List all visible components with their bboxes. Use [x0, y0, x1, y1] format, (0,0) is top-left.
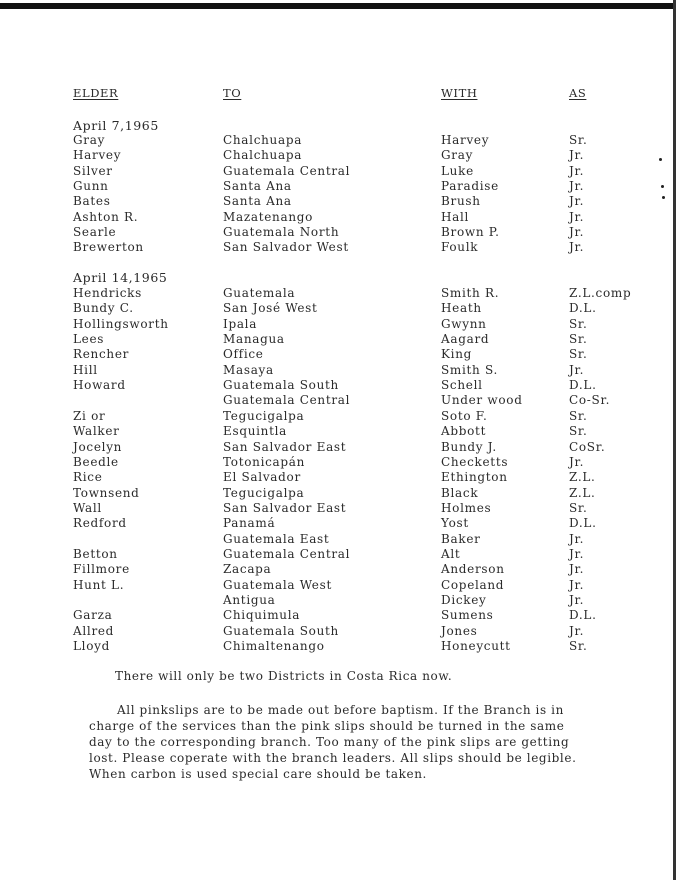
- companion: Honeycutt: [441, 639, 511, 654]
- role: Jr.: [569, 225, 585, 240]
- assignment-row: [0, 332, 680, 347]
- elder-name: Jocelyn: [73, 439, 123, 454]
- elder-name: Howard: [73, 378, 126, 393]
- role: Sr.: [569, 408, 588, 423]
- companion: Holmes: [441, 500, 492, 515]
- destination: Chimaltenango: [223, 639, 325, 654]
- paragraph-line: When carbon is used special care should be taken.: [89, 767, 427, 781]
- destination: Managua: [223, 332, 285, 347]
- elder-name: Searle: [73, 225, 117, 240]
- section-date: April 7,1965: [73, 118, 159, 133]
- section-date: April 14,1965: [73, 270, 168, 285]
- destination: Guatemala North: [223, 225, 340, 240]
- role: Jr.: [569, 362, 585, 377]
- role: D.L.: [569, 516, 597, 531]
- assignment-row: [0, 286, 680, 301]
- header-with: WITH: [441, 86, 478, 100]
- role: Sr.: [569, 332, 588, 347]
- destination: Guatemala Central: [223, 393, 351, 408]
- destination: El Salvador: [223, 470, 301, 485]
- elder-name: Bates: [73, 194, 111, 209]
- costa-rica-note: There will only be two Districts in Costa Rica now.: [115, 669, 453, 683]
- destination: Chalchuapa: [223, 133, 303, 147]
- assignment-row: [0, 516, 680, 531]
- assignment-row: [0, 486, 680, 501]
- top-border-rule: [0, 3, 676, 9]
- role: Sr.: [569, 316, 588, 331]
- destination: San Salvador West: [223, 240, 349, 255]
- companion: Abbott: [441, 424, 487, 439]
- assignment-row: [0, 424, 680, 439]
- role: CoSr.: [569, 439, 606, 454]
- assignment-row: [0, 363, 680, 378]
- assignment-row: [0, 547, 680, 562]
- assignment-row: [0, 393, 680, 408]
- elder-name: Walker: [73, 424, 120, 439]
- assignment-row: [0, 562, 680, 577]
- elder-name: Redford: [73, 516, 127, 531]
- assignment-row: [0, 440, 680, 455]
- destination: Office: [223, 347, 264, 362]
- margin-mark: [661, 185, 664, 188]
- role: Jr.: [569, 194, 585, 209]
- companion: Yost: [441, 516, 469, 531]
- elder-name: Rencher: [73, 347, 130, 362]
- companion: King: [441, 347, 473, 362]
- role: Jr.: [569, 179, 585, 194]
- elder-name: Wall: [73, 500, 102, 515]
- assignment-row: [0, 317, 680, 332]
- destination: Esquintla: [223, 424, 288, 439]
- destination: Totonicapán: [223, 454, 306, 469]
- destination: San Salvador East: [223, 500, 347, 515]
- destination: Guatemala South: [223, 623, 339, 638]
- companion: Aagard: [441, 332, 490, 347]
- companion: Brown P.: [441, 225, 500, 240]
- paragraph-line: charge of the services than the pink slips should be turned in the same: [89, 719, 565, 733]
- elder-name: Bundy C.: [73, 301, 134, 316]
- companion: Paradise: [441, 179, 499, 194]
- role: Sr.: [569, 133, 588, 147]
- elder-name: Hendricks: [73, 286, 143, 300]
- margin-mark: [659, 158, 662, 161]
- companion: Smith S.: [441, 362, 499, 377]
- elder-name: Hunt L.: [73, 577, 125, 592]
- destination: Tegucigalpa: [223, 485, 305, 500]
- role: Jr.: [569, 148, 585, 163]
- companion: Schell: [441, 378, 483, 393]
- header-as: AS: [569, 86, 587, 100]
- role: Sr.: [569, 347, 588, 362]
- elder-name: Gunn: [73, 179, 109, 194]
- assignment-row: [0, 179, 680, 194]
- paragraph-rest: [89, 718, 629, 782]
- destination: Antigua: [223, 593, 276, 607]
- assignment-row: [0, 148, 680, 163]
- companion: Smith R.: [441, 286, 500, 300]
- destination: Chalchuapa: [223, 148, 303, 163]
- role: Co-Sr.: [569, 393, 611, 408]
- companion: Foulk: [441, 240, 479, 255]
- elder-name: Zi or: [73, 408, 106, 423]
- pinkslips-paragraph: [89, 702, 629, 782]
- role: Jr.: [569, 531, 585, 546]
- companion: Hall: [441, 209, 470, 224]
- role: Sr.: [569, 424, 588, 439]
- companion: Jones: [441, 623, 478, 638]
- companion: Luke: [441, 163, 474, 178]
- assignment-row: [0, 578, 680, 593]
- assignment-row: [0, 455, 680, 470]
- destination: Ipala: [223, 316, 258, 331]
- companion: Brush: [441, 194, 481, 209]
- header-to: TO: [223, 86, 242, 100]
- elder-name: Fillmore: [73, 562, 130, 577]
- assignment-row: [0, 501, 680, 516]
- companion: Bundy J.: [441, 439, 497, 454]
- companion: Baker: [441, 531, 481, 546]
- role: Z.L.comp: [569, 286, 632, 300]
- assignment-row: [0, 194, 680, 209]
- companion: Heath: [441, 301, 482, 316]
- role: Jr.: [569, 240, 585, 255]
- elder-name: Gray: [73, 133, 106, 147]
- assignment-row: [0, 378, 680, 393]
- role: Sr.: [569, 500, 588, 515]
- destination: San Salvador East: [223, 439, 347, 454]
- companion: Black: [441, 485, 479, 500]
- assignment-row: [0, 347, 680, 362]
- paragraph-line: lost. Please coperate with the branch leaders. All slips should be legible.: [89, 751, 577, 765]
- assignment-row: [0, 240, 680, 255]
- destination: Chiquimula: [223, 608, 301, 623]
- destination: Guatemala East: [223, 531, 330, 546]
- elder-name: Ashton R.: [73, 209, 139, 224]
- destination: San José West: [223, 301, 318, 316]
- companion: Copeland: [441, 577, 505, 592]
- role: Jr.: [569, 546, 585, 561]
- destination: Guatemala Central: [223, 163, 351, 178]
- header-elder: ELDER: [73, 86, 119, 100]
- role: D.L.: [569, 378, 597, 393]
- assignment-row: [0, 532, 680, 547]
- elder-name: Beedle: [73, 454, 119, 469]
- role: Sr.: [569, 639, 588, 654]
- role: Jr.: [569, 623, 585, 638]
- companion: Under wood: [441, 393, 523, 408]
- assignment-row: [0, 164, 680, 179]
- assignment-row: [0, 225, 680, 240]
- destination: Masaya: [223, 362, 274, 377]
- destination: Mazatenango: [223, 209, 314, 224]
- role: Z.L.: [569, 470, 596, 485]
- destination: Tegucigalpa: [223, 408, 305, 423]
- companion: Ethington: [441, 470, 508, 485]
- destination: Guatemala Central: [223, 546, 351, 561]
- elder-name: Allred: [73, 623, 115, 638]
- elder-name: Harvey: [73, 148, 122, 163]
- role: D.L.: [569, 301, 597, 316]
- assignment-row: [0, 133, 680, 148]
- role: Jr.: [569, 163, 585, 178]
- elder-name: Lloyd: [73, 639, 110, 654]
- companion: Alt: [441, 546, 461, 561]
- assignment-row: [0, 409, 680, 424]
- companion: Harvey: [441, 133, 490, 147]
- assignment-row: [0, 639, 680, 654]
- elder-name: Betton: [73, 546, 118, 561]
- elder-name: Rice: [73, 470, 103, 485]
- role: Jr.: [569, 454, 585, 469]
- destination: Zacapa: [223, 562, 272, 577]
- elder-name: Garza: [73, 608, 113, 623]
- destination: Santa Ana: [223, 179, 292, 194]
- companion: Gwynn: [441, 316, 487, 331]
- elder-name: Hollingsworth: [73, 316, 169, 331]
- role: D.L.: [569, 608, 597, 623]
- role: Jr.: [569, 562, 585, 577]
- companion: Dickey: [441, 593, 487, 607]
- elder-name: Hill: [73, 362, 98, 377]
- destination: Guatemala West: [223, 577, 332, 592]
- paragraph-line: All pinkslips are to be made out before baptism. If the Branch is in: [117, 703, 564, 717]
- paragraph-line: day to the corresponding branch. Too many of the pink slips are getting: [89, 735, 570, 749]
- elder-name: Silver: [73, 163, 113, 178]
- assignment-row: [0, 210, 680, 225]
- margin-mark: [662, 196, 665, 199]
- elder-name: Townsend: [73, 485, 140, 500]
- companion: Anderson: [441, 562, 505, 577]
- destination: Santa Ana: [223, 194, 292, 209]
- role: Jr.: [569, 577, 585, 592]
- destination: Guatemala South: [223, 378, 339, 393]
- assignment-row: [0, 470, 680, 485]
- companion: Checketts: [441, 454, 509, 469]
- destination: Guatemala: [223, 286, 296, 300]
- assignment-row: [0, 624, 680, 639]
- companion: Sumens: [441, 608, 494, 623]
- elder-name: Brewerton: [73, 240, 144, 255]
- assignment-row: [0, 608, 680, 623]
- elder-name: Lees: [73, 332, 105, 347]
- assignment-row: [0, 301, 680, 316]
- assignment-row: [0, 593, 680, 608]
- destination: Panamá: [223, 516, 276, 531]
- companion: Gray: [441, 148, 474, 163]
- companion: Soto F.: [441, 408, 488, 423]
- role: Z.L.: [569, 485, 596, 500]
- role: Jr.: [569, 593, 585, 607]
- role: Jr.: [569, 209, 585, 224]
